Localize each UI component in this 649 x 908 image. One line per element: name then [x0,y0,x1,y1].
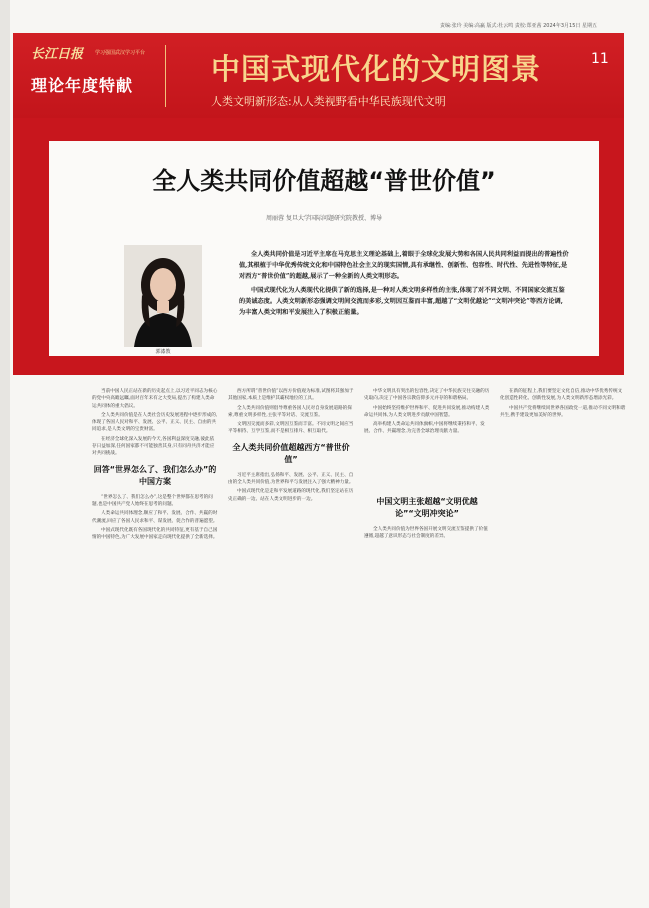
newspaper-logo: 长江日报 [31,47,84,62]
column-name: 理论年度特献 [31,76,134,95]
page-headline: 中国式现代化的文明图景 [211,52,542,86]
body-paragraph: 全人类共同价值则倡导尊重各国人民对自身发展道路的探索,尊重文明多样性,主张平等对话、交流互鉴。 [228,405,352,418]
body-paragraph: 中国式现代化是走和平发展道路的现代化,我们坚定站在历史正确的一边、站在人类文明进步的一边。 [228,489,354,502]
body-column-2 [228,388,354,893]
body-paragraph: 当前中国人民正站在新的历史起点上,以习近平同志为核心的党中央高瞻远瞩,面对百年未有之大变局,提出了构建人类命运共同体的重大倡议。 [92,389,218,409]
feature-banner [13,33,624,375]
page-edge [0,0,10,908]
editor-credits: 责编:张玲 美编:高赢 版式:杜云鸣 责校:郑亚茜 [440,23,542,29]
body-paragraph: 西方所谓“普世价值”以西方价值观为标准,试图将其强加于其他国家,本质上是维护其霸权地位的工具。 [228,389,354,402]
author-photo [124,245,202,347]
body-paragraph: 中国式现代化既有各国现代化的共同特征,更有基于自己国情的中国特色,为广大发展中国家走向现代化提供了全新选择。 [92,527,218,541]
body-column-3 [364,388,490,893]
body-paragraph: 在经济全球化深入发展的今天,各国利益深度交融,彼此依存日益加深,任何国家都不可能独善其身,只有同舟共济才能应对共同挑战。 [92,436,215,457]
divider [165,45,166,107]
author-portrait-icon [124,245,202,347]
body-paragraph: 高举构建人类命运共同体旗帜,中国将继续秉持和平、发展、合作、共赢理念,为完善全球治理贡献力量。 [364,422,485,435]
body-paragraph: 人类命运共同体理念,顺应了和平、发展、合作、共赢的时代潮流,回应了各国人民求和平、谋发展、促合作的普遍愿望。 [92,511,218,524]
section-heading: 全人类共同价值超越西方“普世价值” [232,442,350,464]
topbar [440,22,640,32]
abstract-paragraph: 中国式现代化为人类现代化提供了新的选择,是一种对人类文明多样性的主张,体现了对不同文明、不同国家交流互鉴的美诚态度。人类文明新形态强调文明间交流而多彩,文明因互鉴而丰富,超越了“文明优越论”“文明冲突论”等西方论调,为丰富人类文明和平发展注入了积极正能量。 [239,287,565,316]
body-paragraph: 中国始终坚持维护世界和平、促进共同发展,推动构建人类命运共同体,为人类文明进步贡献中国智慧。 [364,405,490,418]
page-number: 11 [591,51,609,67]
body-paragraph: 在新的征程上,我们要坚定文化自信,推动中华优秀传统文化创造性转化、创新性发展,为人类文明新形态增添光彩。 [500,389,623,402]
article-byline: 周丽蓉 复旦大学国际问题研究院教授、博导 [266,215,382,222]
body-paragraph: 全人类共同价值为世界各国开展文明交流互鉴提供了价值遵循,超越了意识形态与社会制度的差异。 [364,526,488,540]
section-heading: 回答“世界怎么了、我们怎么办”的中国方案 [93,464,217,486]
body-column-1 [92,388,218,893]
article-abstract [239,249,569,321]
body-paragraph: 文明因交流而多彩,文明因互鉴而丰富。不同文明之间应当平等相待、互学互鉴,而不是相互排斥、相互取代。 [228,422,354,435]
page-subheadline: 人类文明新形态:从人类视野看中华民族现代文明 [211,95,446,108]
article-title: 全人类共同价值超越“普世价值” [152,167,496,195]
body-column-4 [500,388,626,893]
abstract-paragraph: 全人类共同价值是习近平主席在马克思主义理论基础上,着眼于全球化发展大势和各国人民共同利益而提出的普遍性价值,其根植于中华优秀传统文化和中国特色社会主义的现实国情,具有承继性、创新性、包容性、时代性、先进性等特征,是对西方“普世价值”的超越,展示了一种全新的人类文明形态。 [239,251,569,280]
photo-caption: 郭漆教 [155,349,171,355]
body-paragraph: 全人类共同价值是在人类社会历史发展进程中逐步形成的,体现了各国人民对和平、发展、公平、正义、民主、自由的共同追求,是人类文明的宝贵财富。 [92,412,218,433]
issue-date: 2024年3月15日 星期五 [543,23,597,29]
body-paragraph: 习近平主席指出,弘扬和平、发展、公平、正义、民主、自由的全人类共同价值,为世界和平与发展注入了强大精神力量。 [228,472,354,486]
body-paragraph: 中华文明具有突出的包容性,决定了中华民族交往交融的历史取向,决定了中国各宗教信仰多元并存的和谐格局。 [364,389,490,402]
article-body [92,388,632,893]
section-heading: 中国文明主张超越“文明优越论”“文明冲突论” [376,496,478,518]
logo-subtitle: 学习强国武汉学习平台 [95,50,146,56]
article-lead-box [49,141,599,356]
body-paragraph: 中国共产党将继续同世界各国政党一道,推动不同文明和谐共生,携手建设更加美好的世界。 [500,405,626,418]
body-paragraph: “世界怎么了、我们怎么办”,这是整个世界都在思考的问题,也是中国共产党人始终在思考的问题。 [92,494,213,507]
